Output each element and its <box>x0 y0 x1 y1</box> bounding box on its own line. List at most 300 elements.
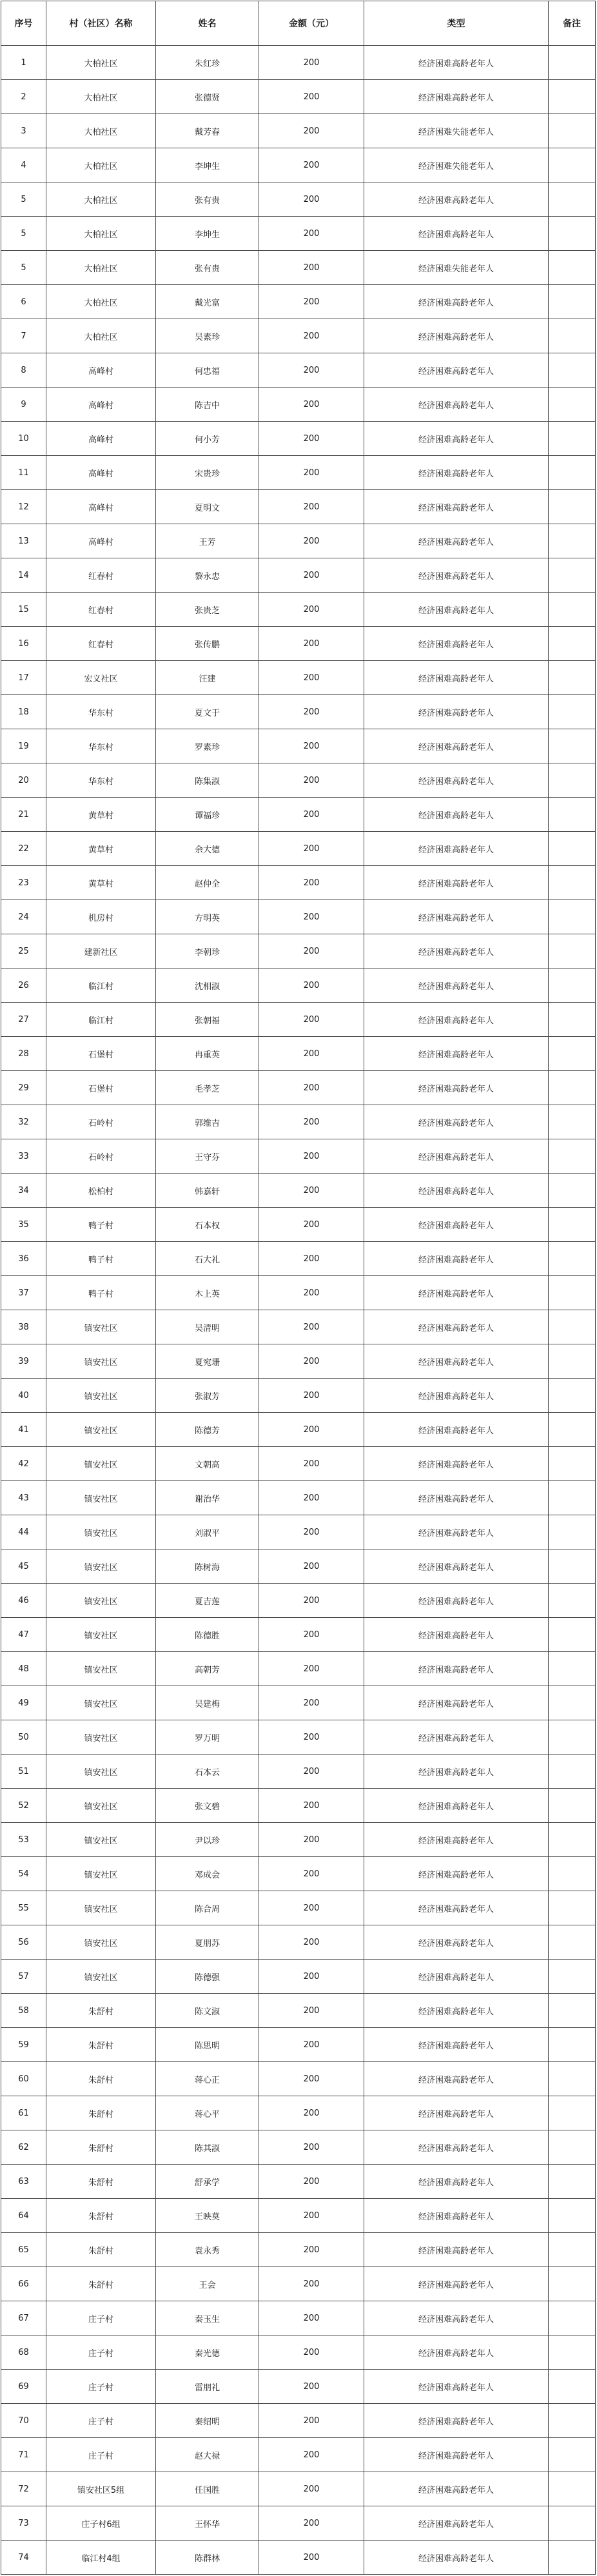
cell-type: 经济困难高龄老年人 <box>364 2199 549 2233</box>
cell-amount: 200 <box>259 593 364 627</box>
cell-index: 33 <box>1 1139 46 1174</box>
cell-index: 20 <box>1 763 46 798</box>
cell-amount: 200 <box>259 558 364 593</box>
cell-index: 60 <box>1 2062 46 2096</box>
cell-amount: 200 <box>259 1242 364 1276</box>
cell-index: 18 <box>1 695 46 729</box>
cell-type: 经济困难高龄老年人 <box>364 2062 549 2096</box>
cell-type: 经济困难高龄老年人 <box>364 832 549 866</box>
cell-village: 临江村4组 <box>46 2541 156 2575</box>
cell-index: 58 <box>1 1994 46 2028</box>
cell-type: 经济困难高龄老年人 <box>364 2130 549 2165</box>
cell-index: 55 <box>1 1891 46 1925</box>
cell-index: 68 <box>1 2335 46 2370</box>
cell-name: 罗万明 <box>156 1720 259 1755</box>
cell-index: 10 <box>1 422 46 456</box>
table-row <box>1 593 596 627</box>
cell-index: 26 <box>1 968 46 1003</box>
cell-index: 29 <box>1 1071 46 1105</box>
table-row <box>1 832 596 866</box>
cell-village: 黄草村 <box>46 798 156 832</box>
cell-village: 朱舒村 <box>46 1994 156 2028</box>
cell-amount: 200 <box>259 353 364 388</box>
table-row <box>1 866 596 900</box>
cell-amount: 200 <box>259 1276 364 1310</box>
cell-name: 方明英 <box>156 900 259 934</box>
cell-amount: 200 <box>259 285 364 319</box>
cell-type: 经济困难高龄老年人 <box>364 2438 549 2472</box>
cell-remarks <box>549 285 596 319</box>
cell-type: 经济困难失能老年人 <box>364 114 549 148</box>
table-row <box>1 1720 596 1755</box>
cell-type: 经济困难高龄老年人 <box>364 456 549 490</box>
cell-remarks <box>549 729 596 763</box>
header-amount: 金额（元） <box>259 1 364 46</box>
cell-name: 王会 <box>156 2267 259 2301</box>
table-row <box>1 1857 596 1891</box>
table-row <box>1 2028 596 2062</box>
cell-index: 5 <box>1 251 46 285</box>
table-row <box>1 490 596 524</box>
cell-village: 朱舒村 <box>46 2028 156 2062</box>
cell-type: 经济困难高龄老年人 <box>364 46 549 80</box>
cell-index: 5 <box>1 217 46 251</box>
cell-remarks <box>549 1857 596 1891</box>
table-row <box>1 1208 596 1242</box>
cell-remarks <box>549 1003 596 1037</box>
cell-index: 49 <box>1 1686 46 1720</box>
cell-index: 7 <box>1 319 46 353</box>
cell-index: 19 <box>1 729 46 763</box>
table-row <box>1 558 596 593</box>
cell-index: 46 <box>1 1584 46 1618</box>
cell-amount: 200 <box>259 2335 364 2370</box>
cell-name: 蒋心正 <box>156 2062 259 2096</box>
cell-index: 53 <box>1 1823 46 1857</box>
cell-type: 经济困难高龄老年人 <box>364 1139 549 1174</box>
cell-amount: 200 <box>259 2233 364 2267</box>
cell-amount: 200 <box>259 627 364 661</box>
subsidy-table <box>1 1 596 2575</box>
cell-index: 12 <box>1 490 46 524</box>
table-row <box>1 1037 596 1071</box>
cell-name: 吴建梅 <box>156 1686 259 1720</box>
cell-type: 经济困难高龄老年人 <box>364 182 549 217</box>
cell-name: 戴芳春 <box>156 114 259 148</box>
table-row <box>1 524 596 558</box>
table-row <box>1 1652 596 1686</box>
cell-name: 毛孝芝 <box>156 1071 259 1105</box>
cell-index: 73 <box>1 2506 46 2541</box>
cell-type: 经济困难高龄老年人 <box>364 1720 549 1755</box>
cell-index: 25 <box>1 934 46 968</box>
cell-type: 经济困难高龄老年人 <box>364 1003 549 1037</box>
cell-remarks <box>549 558 596 593</box>
table-row <box>1 1447 596 1481</box>
cell-amount: 200 <box>259 1789 364 1823</box>
cell-amount: 200 <box>259 319 364 353</box>
cell-village: 镇安社区 <box>46 1344 156 1379</box>
cell-name: 冉重英 <box>156 1037 259 1071</box>
cell-amount: 200 <box>259 46 364 80</box>
cell-type: 经济困难高龄老年人 <box>364 934 549 968</box>
cell-village: 镇安社区 <box>46 1549 156 1584</box>
cell-village: 镇安社区 <box>46 1755 156 1789</box>
cell-name: 夏朋苏 <box>156 1925 259 1960</box>
cell-remarks <box>549 1105 596 1139</box>
cell-remarks <box>549 251 596 285</box>
cell-name: 王守芬 <box>156 1139 259 1174</box>
cell-remarks <box>549 2233 596 2267</box>
cell-type: 经济困难高龄老年人 <box>364 1652 549 1686</box>
cell-index: 61 <box>1 2096 46 2130</box>
cell-remarks <box>549 1481 596 1515</box>
cell-remarks <box>549 866 596 900</box>
cell-village: 大柏社区 <box>46 251 156 285</box>
cell-village: 镇安社区 <box>46 1789 156 1823</box>
cell-name: 夏宛珊 <box>156 1344 259 1379</box>
cell-village: 镇安社区 <box>46 1857 156 1891</box>
cell-remarks <box>549 114 596 148</box>
cell-type: 经济困难高龄老年人 <box>364 900 549 934</box>
cell-name: 吴素珍 <box>156 319 259 353</box>
cell-index: 13 <box>1 524 46 558</box>
table-row <box>1 2301 596 2335</box>
cell-remarks <box>549 2335 596 2370</box>
cell-index: 3 <box>1 114 46 148</box>
table-row <box>1 1789 596 1823</box>
cell-type: 经济困难高龄老年人 <box>364 2267 549 2301</box>
cell-remarks <box>549 1584 596 1618</box>
cell-name: 李朝珍 <box>156 934 259 968</box>
cell-amount: 200 <box>259 2472 364 2506</box>
cell-village: 大柏社区 <box>46 80 156 114</box>
cell-type: 经济困难高龄老年人 <box>364 1447 549 1481</box>
cell-name: 朱红珍 <box>156 46 259 80</box>
table-row <box>1 2438 596 2472</box>
cell-village: 红春村 <box>46 627 156 661</box>
cell-remarks <box>549 422 596 456</box>
cell-name: 石大礼 <box>156 1242 259 1276</box>
table-row <box>1 2506 596 2541</box>
cell-index: 40 <box>1 1379 46 1413</box>
table-header <box>1 1 596 46</box>
cell-remarks <box>549 1686 596 1720</box>
cell-village: 镇安社区 <box>46 1481 156 1515</box>
cell-type: 经济困难高龄老年人 <box>364 1208 549 1242</box>
cell-name: 何小芳 <box>156 422 259 456</box>
cell-name: 罗素珍 <box>156 729 259 763</box>
cell-village: 鸭子村 <box>46 1276 156 1310</box>
cell-remarks <box>549 80 596 114</box>
cell-index: 38 <box>1 1310 46 1344</box>
cell-remarks <box>549 2267 596 2301</box>
table-row <box>1 1276 596 1310</box>
cell-amount: 200 <box>259 1208 364 1242</box>
cell-amount: 200 <box>259 2096 364 2130</box>
cell-name: 陈其淑 <box>156 2130 259 2165</box>
cell-type: 经济困难高龄老年人 <box>364 319 549 353</box>
cell-amount: 200 <box>259 2438 364 2472</box>
cell-amount: 200 <box>259 456 364 490</box>
cell-remarks <box>549 1413 596 1447</box>
cell-village: 庄子村6组 <box>46 2506 156 2541</box>
cell-name: 陈思明 <box>156 2028 259 2062</box>
cell-name: 王怀华 <box>156 2506 259 2541</box>
table-row <box>1 2199 596 2233</box>
cell-remarks <box>549 1310 596 1344</box>
cell-name: 陈德胜 <box>156 1618 259 1652</box>
cell-amount: 200 <box>259 80 364 114</box>
cell-village: 镇安社区 <box>46 1925 156 1960</box>
cell-village: 高峰村 <box>46 353 156 388</box>
cell-index: 63 <box>1 2165 46 2199</box>
cell-amount: 200 <box>259 388 364 422</box>
cell-remarks <box>549 1515 596 1549</box>
cell-village: 华东村 <box>46 695 156 729</box>
cell-village: 庄子村 <box>46 2438 156 2472</box>
cell-village: 石堡村 <box>46 1037 156 1071</box>
cell-amount: 200 <box>259 1174 364 1208</box>
cell-village: 朱舒村 <box>46 2165 156 2199</box>
cell-remarks <box>549 1208 596 1242</box>
cell-village: 机房村 <box>46 900 156 934</box>
cell-village: 华东村 <box>46 763 156 798</box>
cell-amount: 200 <box>259 763 364 798</box>
cell-index: 44 <box>1 1515 46 1549</box>
cell-name: 刘淑平 <box>156 1515 259 1549</box>
cell-amount: 200 <box>259 2267 364 2301</box>
cell-amount: 200 <box>259 2370 364 2404</box>
cell-index: 21 <box>1 798 46 832</box>
cell-name: 秦光德 <box>156 2335 259 2370</box>
cell-type: 经济困难高龄老年人 <box>364 1515 549 1549</box>
cell-name: 赵大禄 <box>156 2438 259 2472</box>
cell-amount: 200 <box>259 934 364 968</box>
cell-name: 谢治华 <box>156 1481 259 1515</box>
cell-index: 71 <box>1 2438 46 2472</box>
cell-amount: 200 <box>259 2506 364 2541</box>
cell-type: 经济困难高龄老年人 <box>364 1037 549 1071</box>
cell-remarks <box>549 968 596 1003</box>
cell-type: 经济困难高龄老年人 <box>364 2335 549 2370</box>
cell-village: 高峰村 <box>46 490 156 524</box>
cell-type: 经济困难高龄老年人 <box>364 627 549 661</box>
cell-type: 经济困难高龄老年人 <box>364 80 549 114</box>
table-row <box>1 1925 596 1960</box>
cell-village: 高峰村 <box>46 456 156 490</box>
cell-type: 经济困难高龄老年人 <box>364 798 549 832</box>
cell-index: 42 <box>1 1447 46 1481</box>
cell-name: 陈树海 <box>156 1549 259 1584</box>
table-row <box>1 1071 596 1105</box>
cell-remarks <box>549 1139 596 1174</box>
cell-index: 11 <box>1 456 46 490</box>
cell-village: 华东村 <box>46 729 156 763</box>
cell-name: 王映莫 <box>156 2199 259 2233</box>
cell-amount: 200 <box>259 217 364 251</box>
cell-village: 镇安社区 <box>46 1310 156 1344</box>
cell-amount: 200 <box>259 1823 364 1857</box>
cell-type: 经济困难高龄老年人 <box>364 593 549 627</box>
cell-index: 35 <box>1 1208 46 1242</box>
cell-amount: 200 <box>259 1618 364 1652</box>
cell-type: 经济困难高龄老年人 <box>364 2506 549 2541</box>
header-type: 类型 <box>364 1 549 46</box>
cell-village: 高峰村 <box>46 422 156 456</box>
cell-village: 朱舒村 <box>46 2062 156 2096</box>
cell-name: 宋贵珍 <box>156 456 259 490</box>
cell-remarks <box>549 934 596 968</box>
cell-index: 28 <box>1 1037 46 1071</box>
table-row <box>1 1139 596 1174</box>
cell-type: 经济困难高龄老年人 <box>364 1925 549 1960</box>
table-row <box>1 1413 596 1447</box>
cell-type: 经济困难高龄老年人 <box>364 1755 549 1789</box>
cell-index: 22 <box>1 832 46 866</box>
cell-amount: 200 <box>259 490 364 524</box>
cell-name: 任国胜 <box>156 2472 259 2506</box>
cell-name: 张朝福 <box>156 1003 259 1037</box>
cell-remarks <box>549 1276 596 1310</box>
cell-remarks <box>549 217 596 251</box>
cell-remarks <box>549 1823 596 1857</box>
cell-index: 36 <box>1 1242 46 1276</box>
cell-remarks <box>549 2028 596 2062</box>
cell-remarks <box>549 1960 596 1994</box>
cell-type: 经济困难高龄老年人 <box>364 1242 549 1276</box>
cell-index: 14 <box>1 558 46 593</box>
cell-name: 夏文于 <box>156 695 259 729</box>
cell-village: 朱舒村 <box>46 2267 156 2301</box>
cell-type: 经济困难高龄老年人 <box>364 1686 549 1720</box>
cell-village: 鸭子村 <box>46 1242 156 1276</box>
table-row <box>1 1481 596 1515</box>
cell-village: 黄草村 <box>46 832 156 866</box>
cell-type: 经济困难高龄老年人 <box>364 661 549 695</box>
cell-name: 夏吉莲 <box>156 1584 259 1618</box>
cell-amount: 200 <box>259 2301 364 2335</box>
table-row <box>1 285 596 319</box>
table-row <box>1 729 596 763</box>
cell-type: 经济困难高龄老年人 <box>364 1823 549 1857</box>
cell-amount: 200 <box>259 524 364 558</box>
cell-remarks <box>549 1242 596 1276</box>
cell-name: 李坤生 <box>156 217 259 251</box>
cell-village: 朱舒村 <box>46 2130 156 2165</box>
cell-type: 经济困难高龄老年人 <box>364 2233 549 2267</box>
table-row <box>1 1242 596 1276</box>
cell-village: 高峰村 <box>46 524 156 558</box>
cell-index: 72 <box>1 2472 46 2506</box>
cell-remarks <box>549 2370 596 2404</box>
cell-village: 黄草村 <box>46 866 156 900</box>
cell-amount: 200 <box>259 251 364 285</box>
cell-name: 陈合周 <box>156 1891 259 1925</box>
cell-type: 经济困难高龄老年人 <box>364 1891 549 1925</box>
cell-village: 石岭村 <box>46 1139 156 1174</box>
cell-amount: 200 <box>259 1925 364 1960</box>
cell-remarks <box>549 2541 596 2575</box>
table-row <box>1 1960 596 1994</box>
table-row <box>1 2267 596 2301</box>
cell-name: 张贵芝 <box>156 593 259 627</box>
cell-amount: 200 <box>259 114 364 148</box>
cell-index: 66 <box>1 2267 46 2301</box>
cell-amount: 200 <box>259 1755 364 1789</box>
cell-type: 经济困难失能老年人 <box>364 251 549 285</box>
cell-amount: 200 <box>259 182 364 217</box>
table-row <box>1 2062 596 2096</box>
table-row <box>1 2404 596 2438</box>
cell-amount: 200 <box>259 1994 364 2028</box>
cell-remarks <box>549 1789 596 1823</box>
cell-remarks <box>549 2096 596 2130</box>
cell-amount: 200 <box>259 1891 364 1925</box>
cell-index: 65 <box>1 2233 46 2267</box>
table-row <box>1 46 596 80</box>
cell-type: 经济困难高龄老年人 <box>364 1789 549 1823</box>
cell-village: 镇安社区 <box>46 1891 156 1925</box>
cell-village: 镇安社区 <box>46 1618 156 1652</box>
cell-village: 高峰村 <box>46 388 156 422</box>
cell-type: 经济困难高龄老年人 <box>364 2404 549 2438</box>
cell-type: 经济困难高龄老年人 <box>364 1310 549 1344</box>
table-row <box>1 114 596 148</box>
cell-index: 15 <box>1 593 46 627</box>
cell-name: 石本云 <box>156 1755 259 1789</box>
cell-remarks <box>549 2404 596 2438</box>
cell-village: 大柏社区 <box>46 285 156 319</box>
cell-remarks <box>549 388 596 422</box>
cell-index: 16 <box>1 627 46 661</box>
cell-remarks <box>549 1720 596 1755</box>
table-row <box>1 2370 596 2404</box>
cell-amount: 200 <box>259 1447 364 1481</box>
cell-index: 69 <box>1 2370 46 2404</box>
cell-name: 秦绍明 <box>156 2404 259 2438</box>
table-row <box>1 1823 596 1857</box>
table-row <box>1 251 596 285</box>
table-row <box>1 2130 596 2165</box>
cell-village: 大柏社区 <box>46 46 156 80</box>
table-row <box>1 2165 596 2199</box>
cell-amount: 200 <box>259 661 364 695</box>
table-row <box>1 2472 596 2506</box>
cell-type: 经济困难高龄老年人 <box>364 1071 549 1105</box>
cell-village: 临江村 <box>46 968 156 1003</box>
cell-remarks <box>549 1174 596 1208</box>
cell-amount: 200 <box>259 1413 364 1447</box>
cell-village: 镇安社区 <box>46 1379 156 1413</box>
table-row <box>1 319 596 353</box>
header-row <box>1 1 596 46</box>
cell-remarks <box>549 2301 596 2335</box>
cell-name: 蒋心平 <box>156 2096 259 2130</box>
cell-name: 吴清明 <box>156 1310 259 1344</box>
cell-village: 建新社区 <box>46 934 156 968</box>
cell-name: 张文碧 <box>156 1789 259 1823</box>
cell-name: 李坤生 <box>156 148 259 182</box>
cell-index: 17 <box>1 661 46 695</box>
cell-remarks <box>549 1037 596 1071</box>
cell-index: 48 <box>1 1652 46 1686</box>
cell-type: 经济困难高龄老年人 <box>364 1481 549 1515</box>
cell-type: 经济困难高龄老年人 <box>364 1857 549 1891</box>
cell-village: 红春村 <box>46 558 156 593</box>
cell-remarks <box>549 832 596 866</box>
cell-type: 经济困难高龄老年人 <box>364 729 549 763</box>
